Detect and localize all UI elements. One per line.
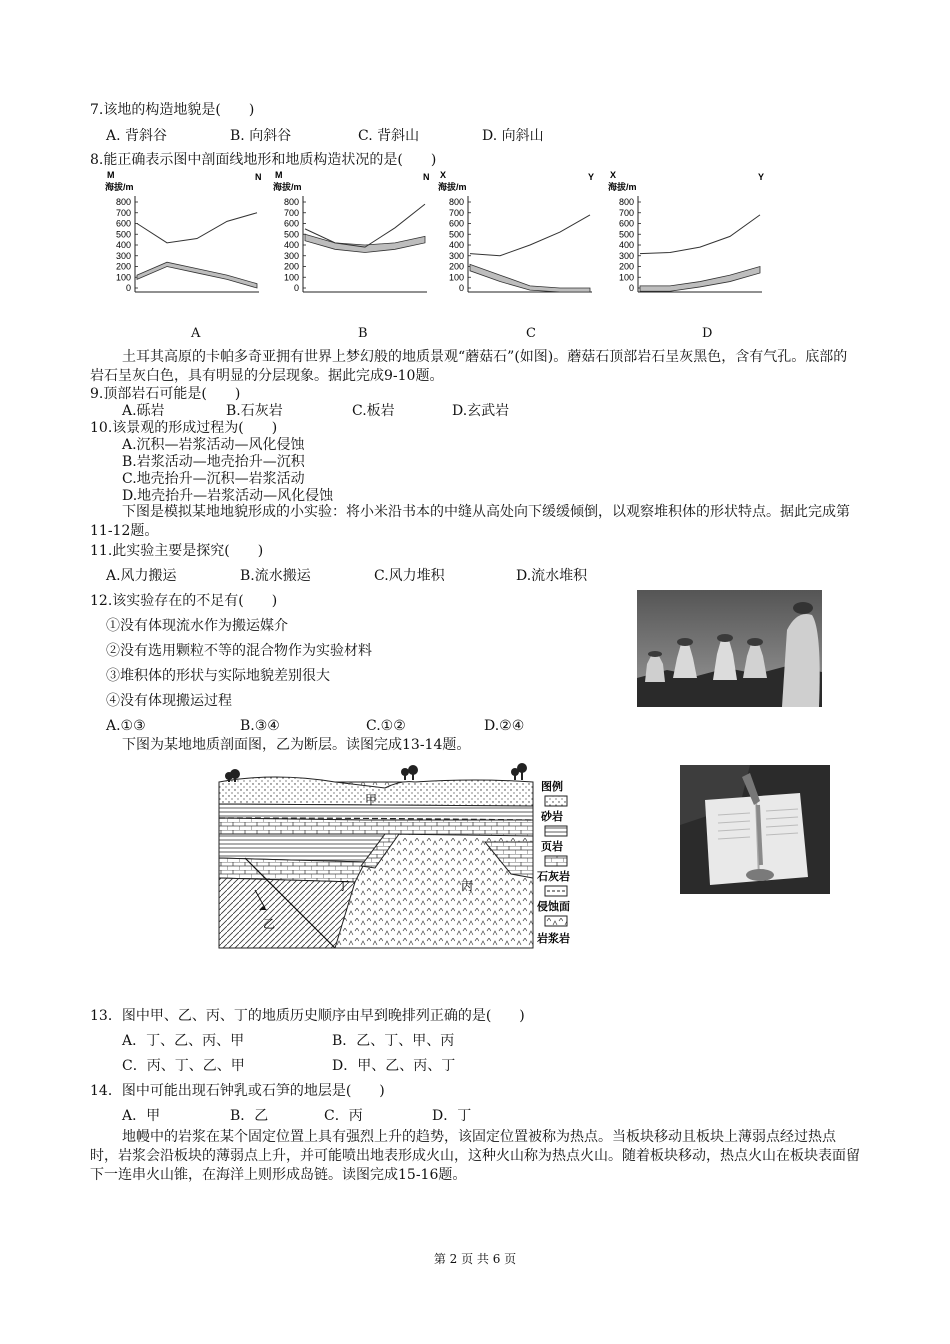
q12-item-3: ③堆积体的形状与实际地貌差别很大	[106, 668, 330, 684]
chart-0-tick-label: 200	[115, 261, 131, 272]
chart-1-tick-label: 200	[283, 261, 299, 272]
q9-option-c: C.板岩	[352, 403, 395, 419]
chart-0-ylabel: 海拔/m	[105, 182, 134, 192]
q12-item-1: ①没有体现流水作为搬运媒介	[106, 618, 288, 634]
q12-stem: 12.该实验存在的不足有( )	[90, 593, 278, 609]
profile-charts	[0, 168, 950, 308]
q7-option-a: A. 背斜谷	[106, 128, 168, 144]
chart-3-tick-label: 400	[618, 240, 634, 250]
chart-0-tick-label: 500	[115, 229, 131, 240]
geology-cross-section	[215, 758, 585, 950]
chart-0-tick-label: 700	[115, 207, 131, 218]
chart-3-tick-label: 300	[618, 250, 634, 261]
legend-sandstone: 砂岩	[541, 811, 563, 823]
q7-option-c: C. 背斜山	[358, 128, 420, 144]
chart-3-tick-label: 200	[618, 261, 634, 272]
q10-option-d: D.地壳抬升—岩浆活动—风化侵蚀	[122, 488, 334, 504]
chart-2-terrain-line	[470, 215, 590, 256]
chart-0-left-label: M	[107, 170, 115, 180]
q13-option-b: B．乙、丁、甲、丙	[332, 1033, 455, 1049]
chart-0-tick-label: 400	[115, 240, 131, 250]
q10-option-c: C.地壳抬升—沉积—岩浆活动	[122, 471, 305, 487]
q9-option-a: A.砾岩	[122, 403, 165, 419]
q10-option-b: B.岩浆活动—地壳抬升—沉积	[122, 454, 305, 470]
passage-hotspot: 地幔中的岩浆在某个固定位置上具有强烈上升的趋势，该固定位置被称为热点。当板块移动且板块上薄弱点经过热点时，岩浆会沿板块的薄弱点上升，并可能喷出地表形成火山，这种火山称为热点火山。随着板块移动，热点火山在板块表面留下一连串火山锥，在海洋上则形成岛链。读图完成15-16题。	[90, 1129, 860, 1183]
q7-stem: 7.该地的构造地貌是( )	[90, 102, 255, 118]
q12-option-c: C.①②	[366, 718, 406, 734]
chart-1-tick-label: 400	[283, 240, 299, 250]
chart-2-tick-label: 500	[448, 229, 464, 240]
label-bing: 丙	[461, 879, 474, 893]
label-yi: 乙	[263, 917, 276, 931]
q14-option-b: B．乙	[230, 1108, 269, 1124]
q11-option-b: B.流水搬运	[240, 568, 311, 584]
legend-erosion-surface: 侵蚀面	[537, 901, 570, 913]
chart-2-tick-label: 100	[448, 272, 464, 283]
chart-3-tick-label: 100	[618, 272, 634, 283]
q12-item-2: ②没有选用颗粒不等的混合物作为实验材料	[106, 643, 372, 659]
chart-0-tick-label: 0	[125, 283, 131, 293]
chart-1-tick-label: 500	[283, 229, 299, 240]
passage-geology: 下图为某地地质剖面图，乙为断层。读图完成13-14题。	[122, 737, 471, 753]
q12-option-d: D.②④	[484, 718, 525, 734]
chart-1-tick-label: 0	[293, 283, 299, 293]
chart-0-tick-label: 600	[115, 218, 131, 229]
chart-2-left-label: X	[440, 170, 447, 180]
q14-option-a: A．甲	[122, 1108, 161, 1124]
q13-option-d: D．甲、乙、丙、丁	[332, 1058, 456, 1074]
chart-3-tick-label: 800	[618, 197, 634, 207]
q7-option-b: B. 向斜谷	[230, 128, 292, 144]
legend-shale: 页岩	[541, 841, 563, 853]
chart-letter-d: D	[702, 326, 713, 341]
q14-option-c: C．丙	[324, 1108, 363, 1124]
q10-stem: 10.该景观的形成过程为( )	[90, 420, 278, 436]
chart-1-tick-label: 800	[283, 197, 299, 207]
chart-3-tick-label: 500	[618, 229, 634, 240]
page-footer: 第 2 页 共 6 页	[433, 1252, 517, 1266]
chart-1-tick-label: 700	[283, 207, 299, 218]
chart-2-stratum-band	[470, 264, 590, 292]
chart-0-right-label: N	[255, 172, 262, 182]
chart-2-tick-label: 300	[448, 250, 464, 261]
q12-item-4: ④没有体现搬运过程	[106, 693, 232, 709]
chart-1-right-label: N	[423, 172, 430, 182]
q13-option-a: A．丁、乙、丙、甲	[122, 1033, 245, 1049]
q14-stem: 14．图中可能出现石钟乳或石笋的地层是( )	[90, 1083, 385, 1099]
q8-stem: 8.能正确表示图中剖面线地形和地质构造状况的是( )	[90, 152, 437, 168]
chart-2-ylabel: 海拔/m	[438, 182, 467, 192]
q11-option-d: D.流水堆积	[516, 568, 588, 584]
chart-1-left-label: M	[275, 170, 283, 180]
q7-options	[106, 126, 544, 146]
q11-option-c: C.风力堆积	[374, 568, 445, 584]
chart-0-stratum-band	[137, 262, 257, 288]
chart-1-ylabel: 海拔/m	[273, 182, 302, 192]
chart-3-tick-label: 0	[628, 283, 634, 293]
chart-2-tick-label: 600	[448, 218, 464, 229]
chart-3-tick-label: 700	[618, 207, 634, 218]
q13-option-c: C．丙、丁、乙、甲	[122, 1058, 245, 1074]
chart-3-tick-label: 600	[618, 218, 634, 229]
legend-limestone: 石灰岩	[537, 871, 570, 883]
q12-option-a: A.①③	[106, 718, 146, 734]
q13-options-row1	[122, 1031, 454, 1051]
chart-3-left-label: X	[610, 170, 617, 180]
chart-2-tick-label: 400	[448, 240, 464, 250]
q7-option-d: D. 向斜山	[482, 128, 544, 144]
q12-option-b: B.③④	[240, 718, 280, 734]
chart-0-tick-label: 300	[115, 250, 131, 261]
chart-0-terrain-line	[137, 213, 257, 243]
q11-option-a: A.风力搬运	[106, 568, 177, 584]
passage-mushroom: 土耳其高原的卡帕多奇亚拥有世界上梦幻般的地质景观“蘑菇石”(如图)。蘑菇石顶部岩石呈灰黑色，含有气孔。底部的岩石呈灰白色，具有明显的分层现象。据此完成9-10题。	[90, 349, 848, 384]
chart-letter-b: B	[358, 326, 368, 341]
chart-2-right-label: Y	[588, 172, 595, 182]
q14-option-d: D．丁	[432, 1108, 472, 1124]
chart-1-tick-label: 600	[283, 218, 299, 229]
chart-1-tick-label: 300	[283, 250, 299, 261]
q9-option-b: B.石灰岩	[226, 403, 283, 419]
q11-options	[106, 566, 587, 586]
passage-experiment: 下图是模拟某地地貌形成的小实验：将小米沿书本的中缝从高处向下缓缓倾倒，以观察堆积体的形状特点。据此完成第11-12题。	[90, 504, 850, 539]
label-ding: 丁	[337, 879, 350, 893]
chart-0-tick-label: 800	[115, 197, 131, 207]
q9-stem: 9.顶部岩石可能是( )	[90, 386, 241, 402]
q14-options	[122, 1106, 471, 1126]
legend-title: 图例	[541, 781, 563, 793]
q11-stem: 11.此实验主要是探究( )	[90, 543, 264, 559]
label-jia: 甲	[365, 793, 378, 807]
chart-2-tick-label: 0	[458, 283, 464, 293]
chart-letter-a: A	[191, 326, 201, 341]
q9-option-d: D.玄武岩	[452, 403, 510, 419]
q12-options	[106, 716, 524, 736]
chart-3-ylabel: 海拔/m	[608, 182, 637, 192]
chart-1-tick-label: 100	[283, 272, 299, 283]
chart-letter-c: C	[526, 326, 536, 341]
chart-3-right-label: Y	[758, 172, 765, 182]
q10-option-a: A.沉积—岩浆活动—风化侵蚀	[122, 437, 305, 453]
chart-3-stratum-band	[640, 267, 760, 292]
chart-2-tick-label: 700	[448, 207, 464, 218]
legend-igneous: 岩浆岩	[537, 933, 570, 945]
chart-2-tick-label: 800	[448, 197, 464, 207]
experiment-photo	[680, 765, 830, 894]
q13-options-row2	[122, 1056, 455, 1076]
chart-3-terrain-line	[640, 215, 760, 254]
chart-0-tick-label: 100	[115, 272, 131, 283]
chart-2-tick-label: 200	[448, 261, 464, 272]
mushroom-rock-photo	[637, 590, 822, 707]
q13-stem: 13．图中甲、乙、丙、丁的地质历史顺序由早到晚排列正确的是( )	[90, 1008, 525, 1024]
